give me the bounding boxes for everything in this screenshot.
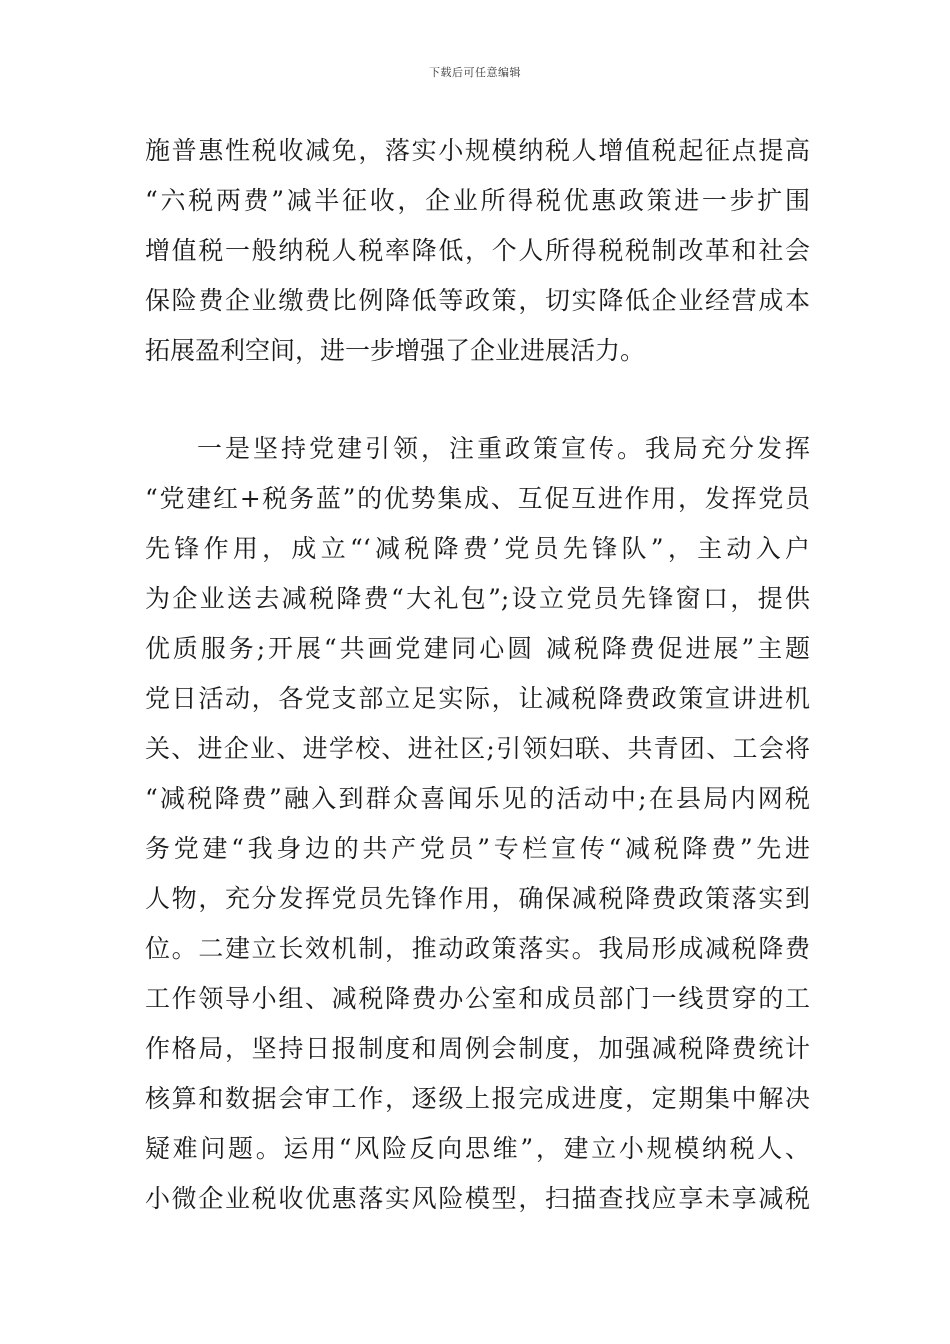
text-line: 增值税一般纳税人税率降低，个人所得税税制改革和社会 (145, 236, 810, 265)
paragraph-2 (145, 424, 810, 1224)
text-line: “减税降费”融入到群众喜闻乐见的活动中;在县局内网税 (145, 784, 810, 813)
paragraph-1 (145, 126, 810, 376)
text-line-indented: 一是坚持党建引领，注重政策宣传。我局充分发挥 (197, 434, 810, 463)
text-line: 核算和数据会审工作，逐级上报完成进度，定期集中解决 (145, 1084, 810, 1113)
text-line: 务党建“我身边的共产党员”专栏宣传“减税降费”先进 (145, 834, 810, 863)
text-line: 先锋作用，成立“‘减税降费’党员先锋队”，主动入户 (145, 534, 810, 563)
text-line: 位。二建立长效机制，推动政策落实。我局形成减税降费 (145, 934, 810, 963)
text-line: 为企业送去减税降费“大礼包”;设立党员先锋窗口，提供 (145, 584, 810, 613)
text-line: 拓展盈利空间，进一步增强了企业进展活力。 (145, 336, 646, 365)
text-line: 小微企业税收优惠落实风险模型，扫描查找应享未享减税 (145, 1184, 810, 1213)
text-line: 人物，充分发挥党员先锋作用，确保减税降费政策落实到 (145, 884, 810, 913)
text-line: “党建红+税务蓝”的优势集成、互促互进作用，发挥党员 (145, 484, 810, 513)
text-line: 关、进企业、进学校、进社区;引领妇联、共青团、工会将 (145, 734, 810, 763)
text-line: 保险费企业缴费比例降低等政策，切实降低企业经营成本 (145, 286, 810, 315)
text-line: 党日活动，各党支部立足实际，让减税降费政策宣讲进机 (145, 684, 810, 713)
header-note: 下载后可任意编辑 (429, 66, 521, 79)
text-line: 作格局，坚持日报制度和周例会制度，加强减税降费统计 (145, 1034, 810, 1063)
text-line: 疑难问题。运用“风险反向思维”，建立小规模纳税人、 (145, 1134, 810, 1163)
text-line: 优质服务;开展“共画党建同心圆 减税降费促进展”主题 (145, 634, 810, 663)
text-line: “六税两费”减半征收，企业所得税优惠政策进一步扩围 (145, 186, 810, 215)
text-line: 施普惠性税收减免，落实小规模纳税人增值税起征点提高 (145, 136, 810, 165)
text-line: 工作领导小组、减税降费办公室和成员部门一线贯穿的工 (145, 984, 810, 1013)
